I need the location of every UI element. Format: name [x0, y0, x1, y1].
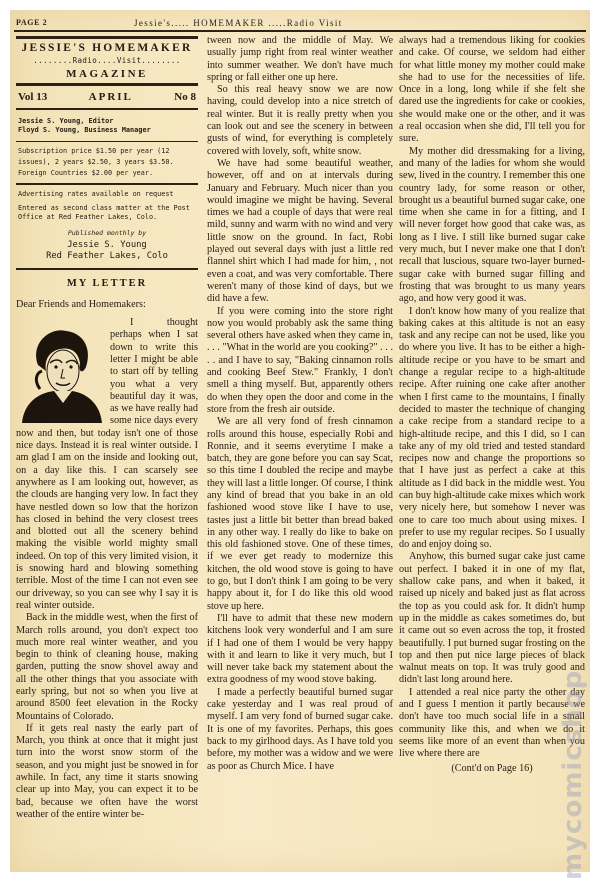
issue-row	[16, 88, 198, 106]
letter-paragraph: I attended a real nice party the other day and I guess I mention it partly because we don't have too much social life in a small community like this, and when we do it seems like more of an event than when you live where there are	[399, 686, 585, 760]
running-head	[16, 18, 584, 30]
letter-paragraph: I made a perfectly beautiful burned sugar cake yesterday and I was real proud of myself. I am very fond of burned sugar cake. It is one of my favorites. Perhaps, this goes back to my girlhood days. As I have told you before, my mother was a widow and we were as poor as Church Mice. I have	[207, 686, 393, 772]
letter-paragraph: If it gets real nasty the early part of March, you think at once that it might just turn into the worst snow storm of the season, and you might just be snowed in for awhile. In fact, any time it starts snowing clear up into May, you can expect it to be bad, because we often have the worst weather of the entire winter be-	[16, 722, 198, 820]
page-number: PAGE 2	[16, 18, 48, 27]
publisher-name: Jessie S. Young	[67, 239, 147, 250]
editor: Jessie S. Young, Editor	[18, 116, 114, 125]
divider	[16, 183, 198, 185]
watermark: mycomicshop	[558, 669, 588, 880]
letter-paragraph: I thought perhaps when I sat down to write this letter I might be able to start off by telling you what a very beautiful day it was, as we have really had some nice days every now and then, but today isn't one of those nice days. Instead it is real winter outside. I am glad I am on the inside and looking out, on a day like this. I can scarsely see anywhere as I am looking out, however, as the clouds are hanging very low. In fact they have nestled down so low that the horizon has closed in behind the very closest trees and blotted out all the scenery behind making the visible world mighty small indeed. On top of this very limited vision, it is snowing hard and blowing something terrible. Most of the time I can not even see our driveway, so you can see why I say it is real winter outside.	[16, 317, 198, 611]
divider	[16, 141, 198, 143]
letter-paragraph: always had a tremendous liking for cookies and cake. Of course, we seldom had either for what little money my mother could make she had to use for the necessities of life. Once in a long, long while if she felt she dared use the ingredients for cake or cookies, she would make one or the other, and it was a real occasion when she did, I'll tell you for sure.	[399, 35, 585, 145]
published-by: Published monthly by	[67, 228, 147, 237]
divider	[16, 83, 198, 86]
letter-paragraph: I don't know how many of you realize that baking cakes at this altitude is not an easy task and any recipe can not be used, like you do where you live. It has to be either a high-altitude recipe or you have to be smart and change a regular recipe to a high-altitude recipe. After ruining one cake after another when I first came to the mountains, I finally decided to master the technique of changing a cake recipe from a standard recipe to a high-altitude recipe, and this I did, so I can take any of my old tried and tested standard recipes now and change the proportions so that I have just as perfect a cake at this altitude as I did back in the middle west. You can buy high-altitude cake mixes which work very nicely here, but somehow I never was one to care too much about using mixes. I prefer to use my regular recipes. So I usually do and enjoy doing so.	[399, 305, 585, 551]
letter-paragraph: Back in the middle west, when the first of March rolls around, you don't expect too much more real winter weather, and you begin to think of cleaning house, making garden, putting the snow shovel away and all the other things that you associate with early spring, but not so when you live at around 8500 feet elevation in the Rocky Mountains of Colorado.	[16, 612, 198, 722]
header-rule	[14, 30, 586, 32]
masthead-magazine: MAGAZINE	[66, 68, 148, 81]
divider	[16, 268, 198, 271]
magazine-page	[10, 10, 590, 880]
woman-portrait-icon	[20, 323, 104, 423]
masthead-title: JESSIE'S HOMEMAKER	[21, 41, 193, 54]
running-title: Jessie's..... HOMEMAKER .....Radio Visit	[134, 18, 343, 28]
staff-box	[16, 112, 198, 139]
salutation: Dear Friends and Homemakers:	[16, 298, 146, 310]
divider	[16, 108, 198, 110]
publisher-location: Red Feather Lakes, Colo	[46, 250, 168, 261]
letter-paragraph: Anyhow, this burned sugar cake just came out perfect. I baked it in one of my flat, shallow cake pans, and when it baked, it raised up nicely and baked just as flat across the top as you could ask for. It didn't hump up in the middle as cakes sometimes do, but it came out so even across the top, it frosted beautifully. I put burned sugar frosting on the top and then put nice large pieces of black walnut meats on top. It was truly good and didn't last long around here.	[399, 551, 585, 686]
column-1	[16, 34, 198, 821]
advertising-info: Advertising rates available on request	[18, 189, 174, 198]
letter-paragraph: We are all very fond of fresh cinnamon rolls around this house, especially Robi and Ronnie, and it seems everytime I make a batch, they are gone before you can say Scat, so this time I doubled the recipe and maybe they will last a little longer. Of course, I think any kind of bread that you bake in an old fashioned wood stove like I have to use, tastes just a little bit better than bread baked in any other way. I really do like to bake on this old fashioned stove. One of these times, if we ever get ready to modernize this kitchen, the old wood stove is going to have to go, but I don't think I am going to be very happy about it, for I do like this old wood stove up here.	[207, 416, 393, 612]
volume: Vol 13	[18, 90, 48, 103]
letter-paragraph: If you were coming into the store right now you would probably ask the same thing several others have asked when they came in, . . . "What in the world are you cooking?" . . . . . and I have to say, "Baking cinnamon rolls and cooking Beef Stew." Frankly, I don't smell a thing myself. But, apparently others do when they open the door and come in the store from the fresh air outside.	[207, 305, 393, 415]
issue-number: No 8	[174, 90, 196, 103]
divider	[16, 36, 198, 39]
issue-month: APRIL	[88, 90, 133, 103]
continued-notice: (Cont'd on Page 16)	[451, 762, 533, 774]
business-manager: Floyd S. Young, Business Manager	[18, 125, 151, 134]
subscription-info: Subscription price $1.50 per year (12 issues), 2 years $2.50, 3 years $3.50. Foreign Countries $2.00 per year.	[18, 147, 174, 178]
letter-paragraph: We have had some beautiful weather, however, off and on at intervals during January and February. Much nicer than you would imagine we might be having. Several times we had a couple of days that were real mild, sunny and warm with no wind and very little snow on the ground. In fact, Robi played out several days with just a little red flannel shirt which I had made for him, , not even a coat, and was very comfortable. There weren't many of those kind of days, but we did have a few.	[207, 157, 393, 305]
letter-paragraph: tween now and the middle of May. We usually jump right from real winter weather into summer weather. We don't have much spring or fall either one up here.	[207, 35, 393, 83]
column-2	[207, 35, 393, 773]
letter-paragraph: I'll have to admit that these new modern kitchens look very wonderful and I am sure if I had one of them I would be very happy with it and learn to like it very much, but I will never take back my statement about the extra goodness of my wood stove baking.	[207, 612, 393, 686]
letter-paragraph: So this real heavy snow we are now having, could develop into a nice stretch of real winter. But it is really pretty when you can look out and see the scenery in between gusts of wind, for everything is completely covered with lovely, soft, white snow.	[207, 84, 393, 157]
masthead	[16, 36, 198, 270]
letter-paragraph: My mother did dressmaking for a living, and many of the ladies for whom she would sew, lived in the country. I remember this one country lady, for some reason or other, brought us a beautiful burned sugar cake, one time when she came in for a fitting, and I will never forget how good that cake was, as long as I live. I still like burned sugar cake very much, but I never make one that I don't recall that luscious, square two-layer burned-sugar cake with burned sugar filling and frosting that was brought to us many years ago, and how very good it was.	[399, 145, 585, 305]
letter-heading: MY LETTER	[66, 278, 148, 290]
portrait-drawing	[20, 323, 104, 423]
postal-entry: Entered as second class matter at the Post Office at Red Feather Lakes, Colo.	[18, 203, 190, 221]
masthead-subtitle: ........Radio....Visit........	[33, 55, 181, 65]
